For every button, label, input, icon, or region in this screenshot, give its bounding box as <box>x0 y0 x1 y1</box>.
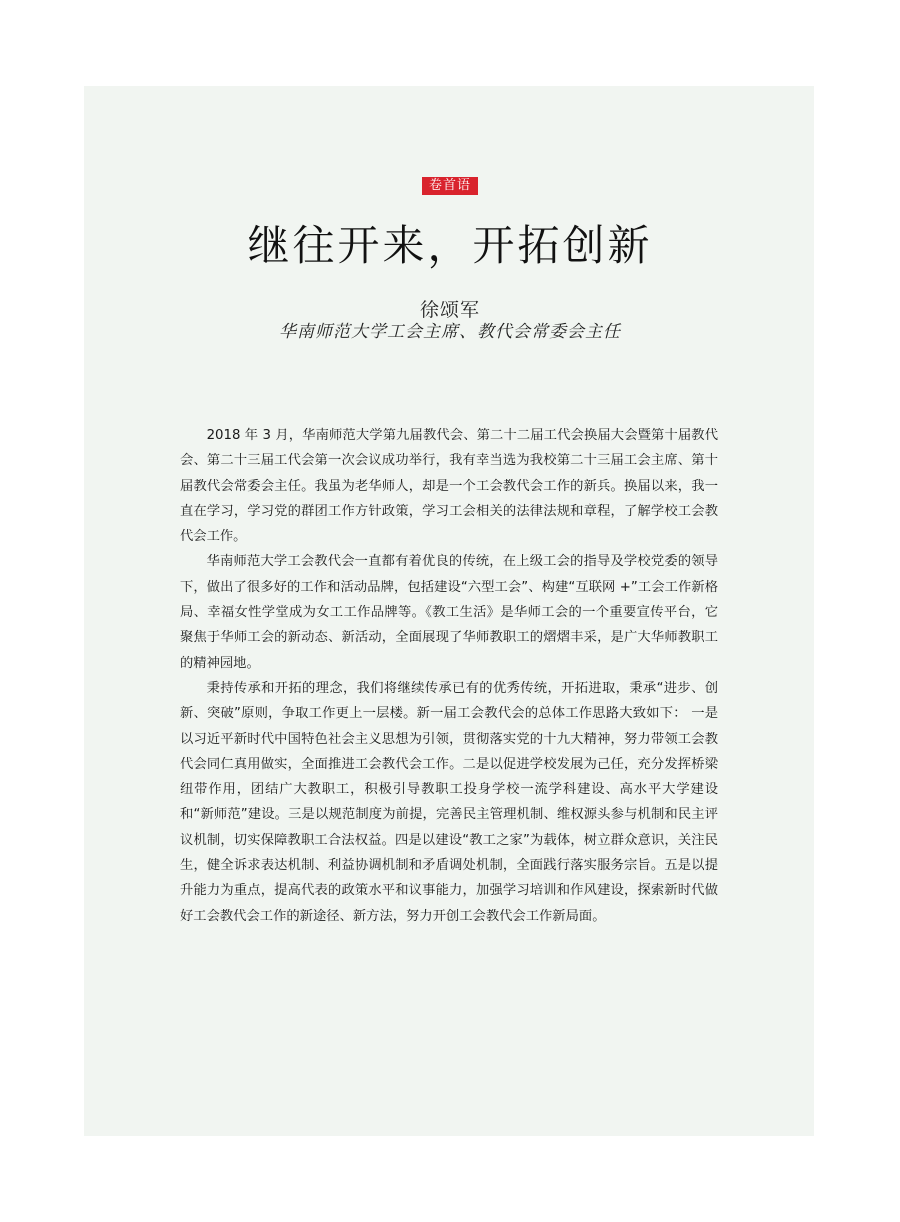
author-name: 徐颂军 <box>419 299 480 321</box>
paragraph-2: 华南师范大学工会教代会一直都有着优良的传统，在上级工会的指导及学校党委的领导下，做出了很多好的工作和活动品牌，包括建设“六型工会”、构建“互联网 +”工会工作新格局、幸福女性学堂成为女工工作品牌等。《教工生活》是华师工会的一个重要宣传平台，它聚焦于华师工会的新动态、新活动，全面展现了华师教职工的熠熠丰采，是广大华师教职工的精神园地。 <box>180 554 718 671</box>
article-body <box>180 423 718 929</box>
section-tag: 卷首语 <box>422 177 478 195</box>
paragraph-3: 秉持传承和开拓的理念，我们将继续传承已有的优秀传统，开拓进取，秉承“进步、创新、突破”原则，争取工作更上一层楼。新一届工会教代会的总体工作思路大致如下： 一是以习近平新时代中国特色社会主义思想为引领，贯彻落实党的十九大精神，努力带领工会教代会同仁真用做实，全面推进工会教代会工作。二是以促进学校发展为己任，充分发挥桥梁纽带作用，团结广大教职工，积极引导教职工投身学校一流学科建设、高水平大学建设和“新师范”建设。三是以规范制度为前提，完善民主管理机制、维权源头参与机制和民主评议机制，切实保障教职工合法权益。四是以建设“教工之家”为载体，树立群众意识，关注民生，健全诉求表达机制、利益协调机制和矛盾调处机制，全面践行落实服务宗旨。五是以提升能力为重点，提高代表的政策水平和议事能力，加强学习培训和作风建设，探索新时代做好工会教代会工作的新途径、新方法，努力开创工会教代会工作新局面。 <box>180 680 718 924</box>
author-affiliation: 华南师范大学工会主席、教代会常委会主任 <box>279 322 621 342</box>
page-title: 继往开来，开拓创新 <box>247 221 653 270</box>
paragraph-1: 2018 年 3 月，华南师范大学第九届教代会、第二十二届工代会换届大会暨第十届教代会、第二十三届工代会第一次会议成功举行，我有幸当选为我校第二十三届工会主席、第十届教代会常委会主任。我虽为老华师人，却是一个工会教代会工作的新兵。换届以来，我一直在学习，学习党的群团工作方针政策，学习工会相关的法律法规和章程，了解学校工会教代会工作。 <box>180 428 718 545</box>
